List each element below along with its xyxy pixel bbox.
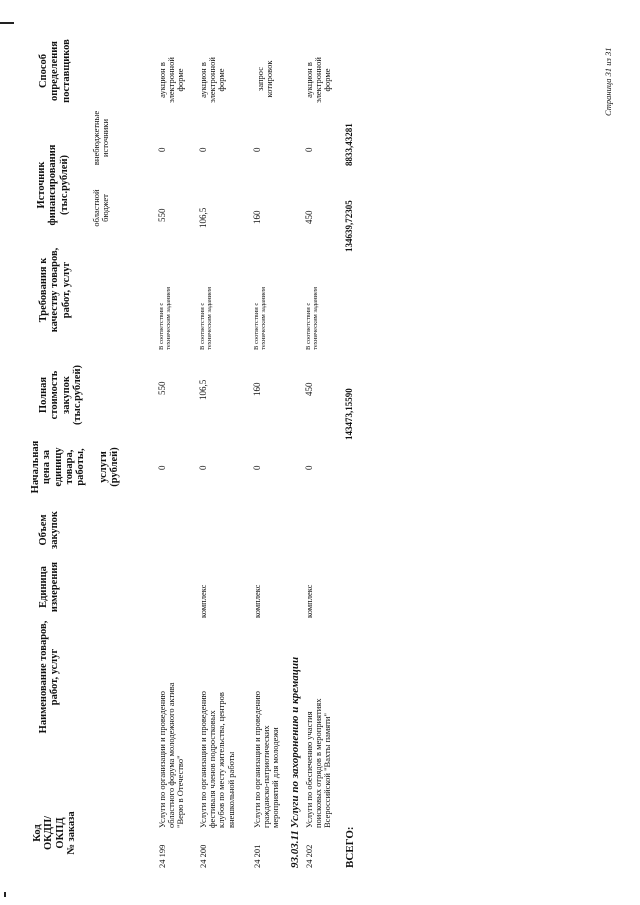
header-quality-label: Требования к качеству товаров, работ, услуг — [38, 247, 72, 333]
scan-mark — [0, 22, 14, 24]
table-cell: 0 — [252, 465, 262, 470]
header-unit-price-label: Начальная цена за единицу товара, работы, услуги (рублей) — [30, 440, 121, 494]
table-cell: 0 — [252, 147, 262, 152]
table-cell: 550 — [157, 381, 167, 395]
header-total-label: Полная стоимость закупок (тыс.рублей) — [38, 364, 83, 426]
table-cell: комплекс — [304, 584, 314, 618]
header-method-label: Способ определения поставщиков — [38, 39, 72, 103]
totals-extra-value: 8833,43281 — [344, 123, 354, 166]
table-cell: 0 — [157, 147, 167, 152]
table-cell: комплекс — [252, 584, 262, 618]
table-cell: В соответствии с техническим заданием — [253, 286, 268, 350]
table-cell: В соответствии с техническим заданием — [158, 286, 173, 350]
header-code-label: Код ОКДП/ ОКПД № заказа — [32, 811, 77, 855]
table-cell: 106,5 — [198, 207, 208, 228]
table-cell: запрос котировок — [255, 60, 275, 98]
header-name-label: Наименование товаров, работ, услуг — [38, 620, 61, 734]
totals-total-value: 143473,15590 — [344, 388, 354, 440]
header-funding-regional-label: областной бюджет — [91, 189, 111, 227]
table-cell: 0 — [304, 465, 314, 470]
table-cell: аукцион в электронной форме — [157, 57, 186, 103]
table-cell: 160 — [252, 382, 262, 396]
table-cell: 0 — [304, 147, 314, 152]
header-volume-label: Объем закупок — [38, 511, 61, 549]
table-cell: 24 201 — [252, 844, 262, 868]
table-cell: 106,5 — [198, 379, 208, 400]
table-cell: 24 200 — [198, 844, 208, 868]
table-cell: 450 — [304, 382, 314, 396]
table-cell: 24 199 — [157, 844, 167, 868]
table-cell: аукцион в электронной форме — [198, 57, 227, 103]
table-cell: 0 — [157, 465, 167, 470]
scan-mark — [4, 892, 6, 897]
table-cell: 0 — [198, 147, 208, 152]
table-cell: В соответствии с техническим заданием — [199, 286, 214, 350]
table-cell: 550 — [157, 208, 167, 222]
totals-regional-value: 134639,72305 — [344, 200, 354, 252]
table-cell: Услуги по организации и проведению гражданско-патриотических мероприятий для молодежи — [252, 691, 281, 828]
table-cell: Услуги по обеспечению участия поисковых отрядов в мероприятиях Всероссийской "Вахты памяти" — [304, 698, 333, 828]
section-code-text: 93.03.11 — [289, 830, 301, 868]
table-cell: Услуги по организации и проведению фестиваля членов подростковых клубов по месту жительства, центров внешкольной работы — [198, 691, 236, 828]
table-cell: аукцион в электронной форме — [304, 57, 333, 103]
section-title-text: Услуги по захоронению и кремации — [289, 656, 301, 828]
table-cell: 160 — [252, 210, 262, 224]
table-cell: Услуги по организации и проведению областного форума молодежного актива "Верю в Отечество" — [157, 682, 186, 828]
table-cell: 24 202 — [304, 844, 314, 868]
table-cell: комплекс — [198, 584, 208, 618]
table-cell: 0 — [198, 465, 208, 470]
table-cell: 450 — [304, 210, 314, 224]
totals-label-text: ВСЕГО: — [344, 826, 356, 868]
page-number: Страница 31 из 31 — [603, 47, 613, 116]
table-cell: В соответствии с техническим заданием — [305, 286, 320, 350]
header-unit-label: Единица измерения — [38, 561, 61, 613]
header-funding-extra-label: внебюджетные источники — [91, 110, 111, 166]
header-funding-label: Источник финансирования (тыс.рублей) — [36, 144, 70, 226]
